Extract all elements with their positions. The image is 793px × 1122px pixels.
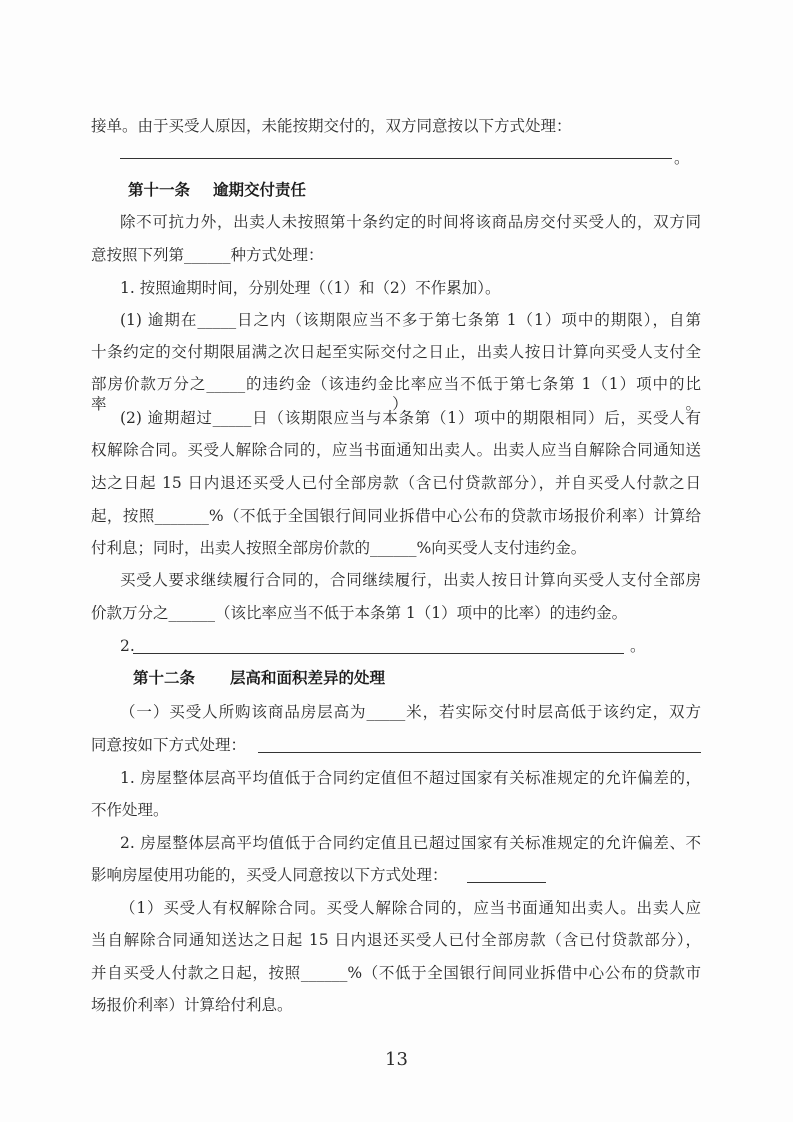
paragraph-line: 同意按如下方式处理： (91, 736, 247, 754)
paragraph-line: 。 (674, 149, 690, 167)
paragraph-line: (1) 逾期在_____日之内（该期限应当不多于第七条第 1（1）项中的期限），自第 (120, 311, 701, 329)
paragraph-line: 影响房屋使用功能的，买受人同意按以下方式处理： (91, 866, 448, 884)
paragraph-line: 2. 房屋整体层高平均值低于合同约定值且已超过国家有关标准规定的允许偏差、不 (120, 834, 701, 852)
paragraph-line: 意按照下列第______种方式处理： (91, 246, 324, 264)
fill-in-blank-line (258, 752, 701, 753)
page-number: 13 (385, 1049, 408, 1070)
paragraph-line: 起，按照_______%（不低于全国银行间同业拆借中心公布的贷款市场报价利率）计算给 (91, 507, 701, 525)
paragraph-line: 场报价利率）计算给付利息。 (91, 996, 293, 1014)
fill-in-blank-line (133, 653, 624, 654)
paragraph-line: 价款万分之______（该比率应当不低于本条第 1（1）项中的比率）的违约金。 (91, 604, 628, 622)
paragraph-line: 买受人要求继续履行合同的，合同继续履行，出卖人按日计算向买受人支付全部房 (120, 571, 701, 589)
paragraph-line: （一）买受人所购该商品房层高为_____米，若实际交付时层高低于该约定，双方 (120, 703, 701, 721)
paragraph-line: 并自买受人付款之日起，按照______%（不低于全国银行间同业拆借中心公布的贷款市 (91, 964, 701, 982)
paragraph-line: (2) 逾期超过_____日（该期限应当与本条第（1）项中的期限相同）后，买受人有 (120, 409, 701, 427)
paragraph-line: 十条约定的交付期限届满之次日起至实际交付之日止，出卖人按日计算向买受人支付全 (91, 343, 701, 361)
paragraph-line: 2. (120, 637, 135, 655)
paragraph-line: 权解除合同。买受人解除合同的，应当书面通知出卖人。出卖人应当自解除合同通知送 (91, 441, 701, 459)
paragraph-line: （1）买受人有权解除合同。买受人解除合同的，应当书面通知出卖人。出卖人应 (120, 899, 701, 917)
article-12-title: 层高和面积差异的处理 (230, 669, 386, 687)
article-11-title: 逾期交付责任 (213, 181, 307, 199)
paragraph-line: 不作处理。 (91, 801, 169, 819)
paragraph-line: 达之日起 15 日内退还买受人已付全部房款（含已付贷款部分），并自买受人付款之日 (91, 474, 701, 492)
article-12-number: 第十二条 (133, 669, 196, 687)
article-11-number: 第十一条 (128, 181, 191, 199)
paragraph-line: 除不可抗力外，出卖人未按照第十条约定的时间将该商品房交付买受人的，双方同 (120, 213, 701, 231)
paragraph-line: 1. 按照逾期时间，分别处理（（1）和（2）不作累加）。 (120, 279, 501, 297)
paragraph-line: 。 (630, 637, 646, 655)
paragraph-line: 1. 房屋整体层高平均值低于合同约定值但不超过国家有关标准规定的允许偏差的， (120, 769, 701, 787)
paragraph-line: 付利息；同时，出卖人按照全部房价款的______%向买受人支付违约金。 (91, 539, 587, 557)
paragraph-line: 当自解除合同通知送达之日起 15 日内退还买受人已付全部房款（含已付贷款部分）， (91, 931, 701, 949)
paragraph-line: 接单。由于买受人原因，未能按期交付的，双方同意按以下方式处理： (91, 117, 572, 135)
fill-in-blank-line (467, 882, 546, 883)
fill-in-blank-line (120, 158, 672, 159)
paragraph-line: 部房价款万分之_____的违约金（该违约金比率应当不低于第七条第 1（1）项中的比率）。 (91, 375, 701, 413)
